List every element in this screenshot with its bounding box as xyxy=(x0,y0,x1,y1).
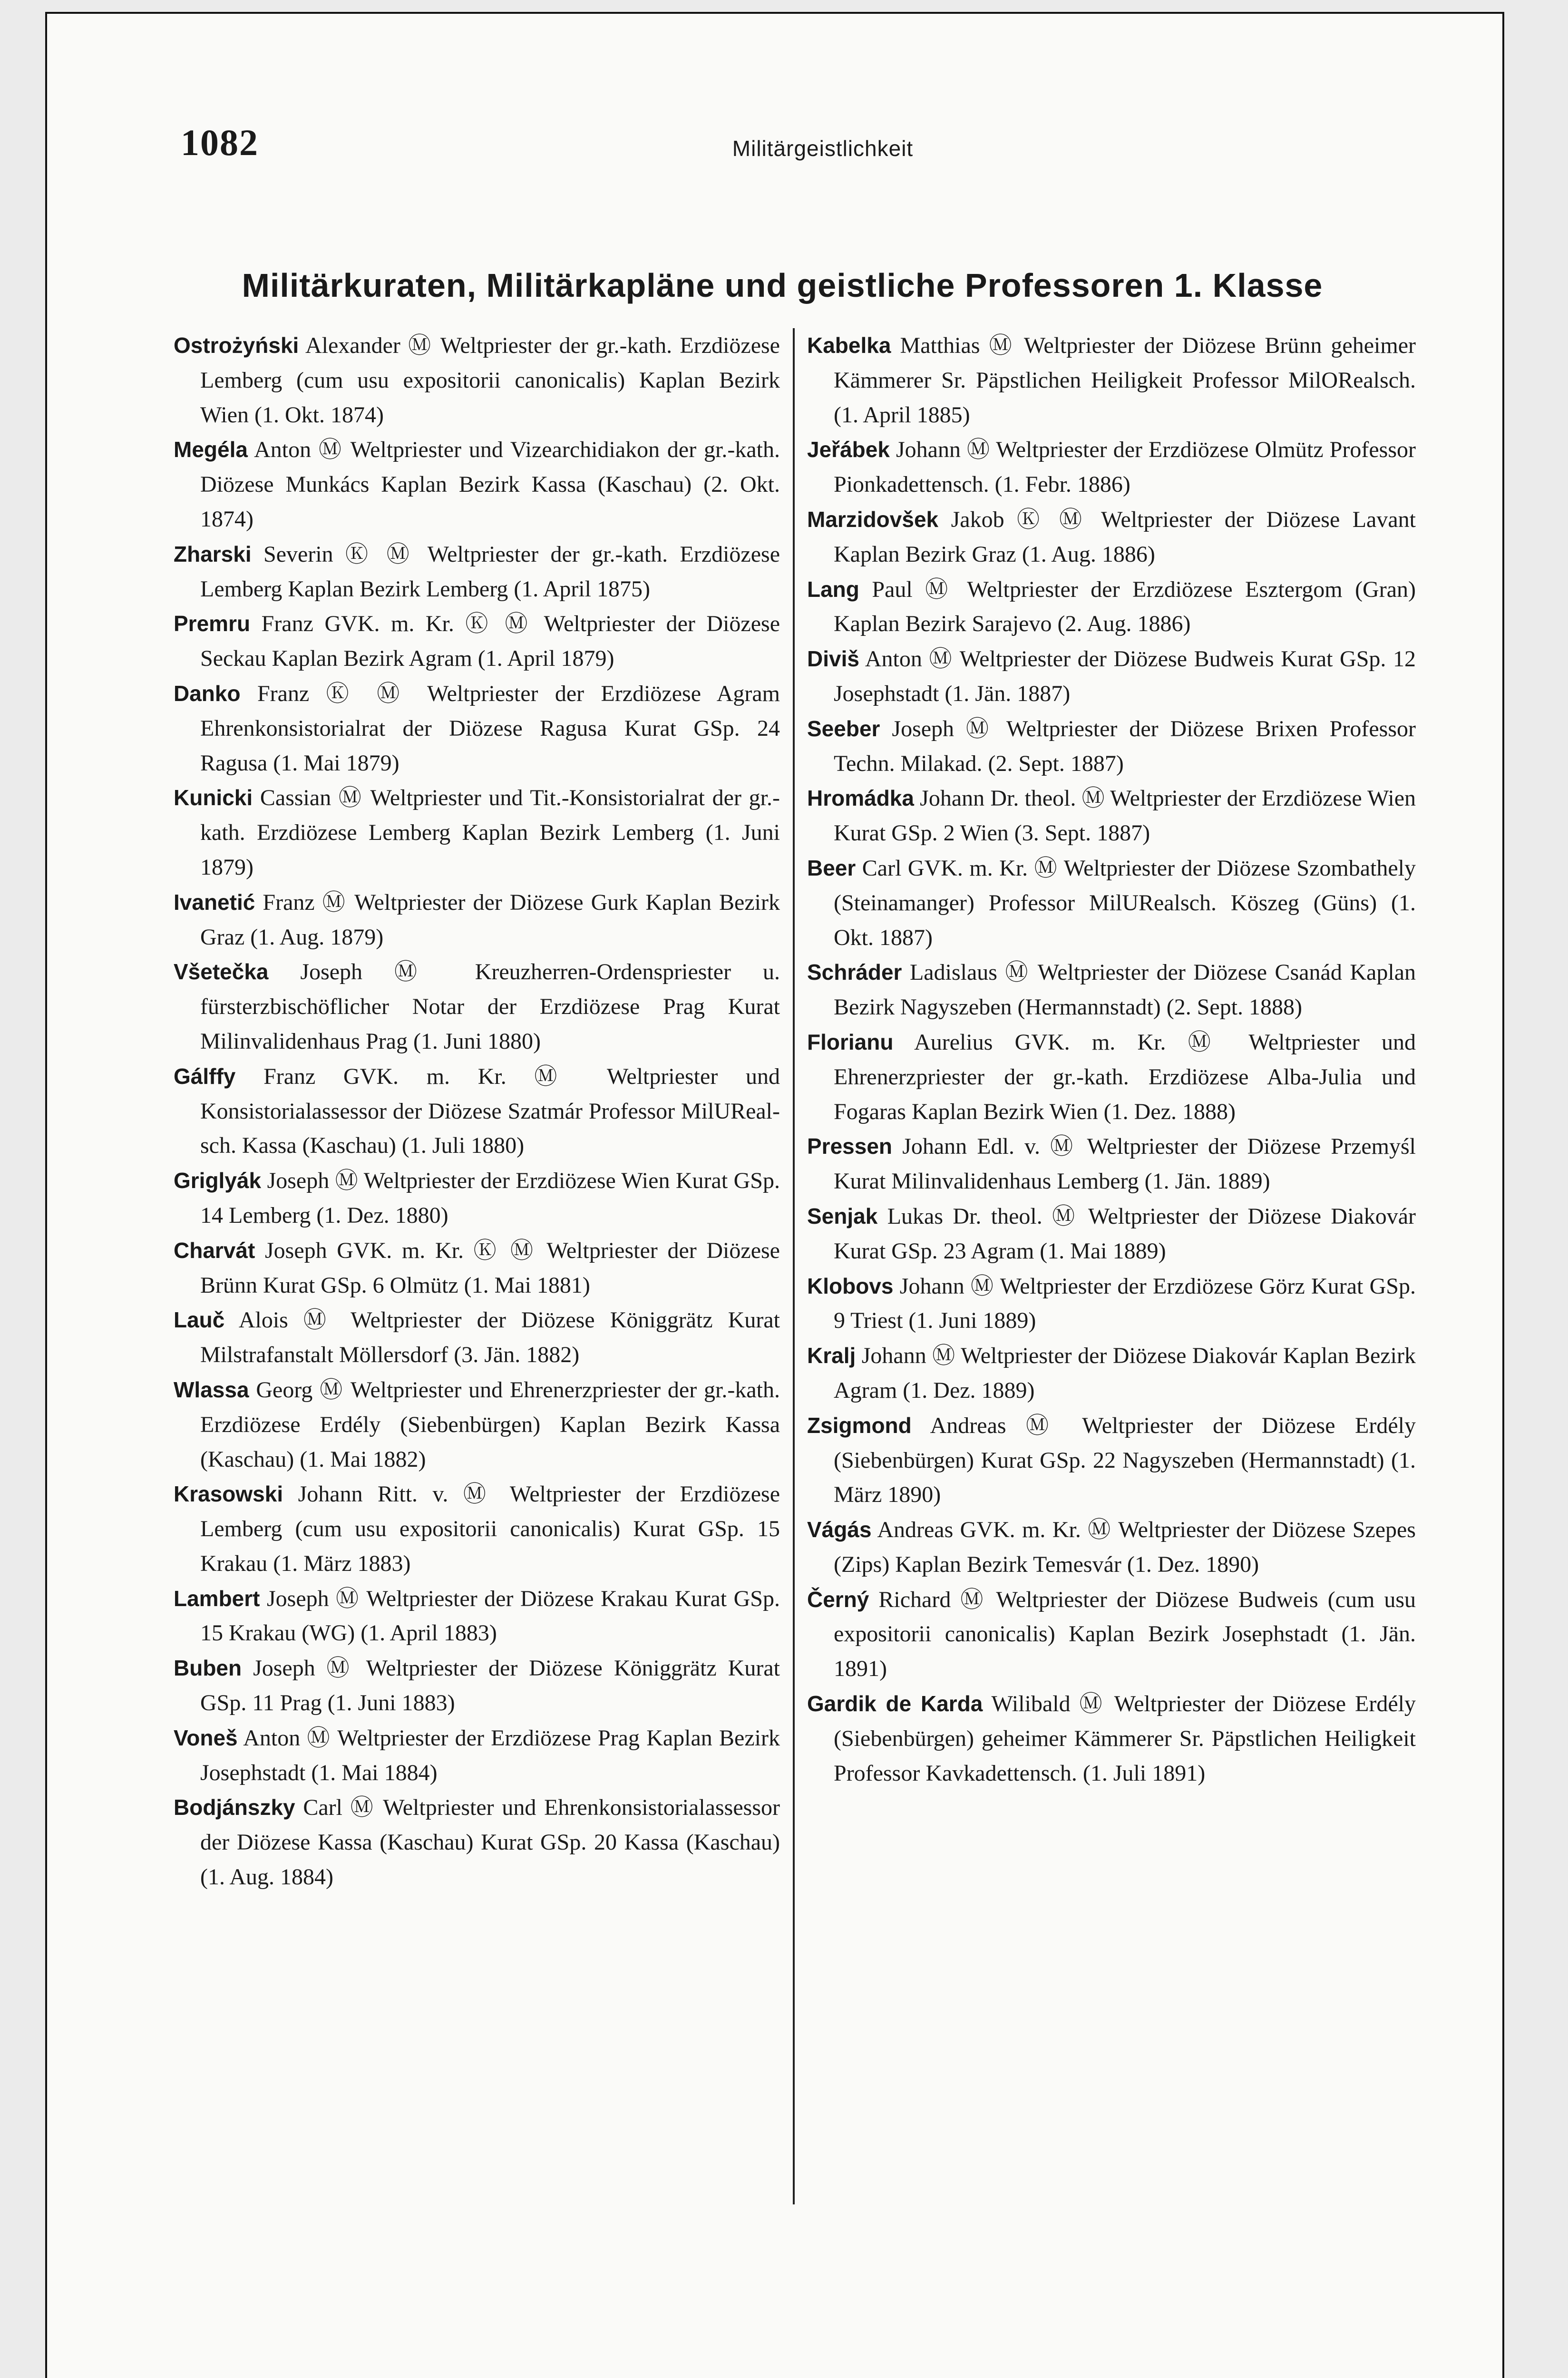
directory-entry xyxy=(174,1233,780,1303)
entry-text: Georg Ⓜ Weltpriester und Ehrenerzpriester der gr.-kath. Erzdiözese Erdély (Siebenbürgen) Kaplan Bezirk Kassa (Kaschau) (1. Mai 1882) xyxy=(200,1377,780,1472)
directory-entry xyxy=(174,432,780,536)
entry-name: Wlassa xyxy=(174,1377,249,1402)
entry-text: Carl Ⓜ Weltpriester und Ehrenkonsistorialassessor der Diözese Kassa (Kaschau) Kurat GSp. 20 Kassa (Kaschau) (1. Aug. 1884) xyxy=(200,1795,780,1890)
entry-text: Joseph Ⓜ Weltpriester der Diözese Königgrätz Kurat GSp. 11 Prag (1. Juni 1883) xyxy=(200,1656,780,1716)
entry-text: Paul Ⓜ Weltpriester der Erzdiözese Esztergom (Gran) Kaplan Bezirk Sarajevo (2. Aug. 1886) xyxy=(834,576,1416,637)
entry-name: Beer xyxy=(807,855,856,880)
directory-entry xyxy=(174,1373,780,1477)
entry-text: Franz Ⓚ Ⓜ Weltpriester der Erzdiözese Agram Ehrenkonsistorialrat der Diözese Ragusa Kurat GSp. 24 Ragusa (1. Mai 1879) xyxy=(200,681,780,776)
entry-text: Franz GVK. m. Kr. Ⓜ Weltpriester und Konsistorialassessor der Diözese Szatmár Professor MilURealsch. Kassa (Kaschau) (1. Juli 1880) xyxy=(200,1063,780,1159)
directory-entry xyxy=(807,1025,1416,1129)
entry-name: Schráder xyxy=(807,960,902,985)
entry-text: Lukas Dr. theol. Ⓜ Weltpriester der Diözese Diakovár Kurat GSp. 23 Agram (1. Mai 1889) xyxy=(834,1203,1416,1264)
entry-text: Johann Edl. v. Ⓜ Weltpriester der Diözese Przemyśl Kurat Milinvalidenhaus Lemberg (1. Jän. 1889) xyxy=(834,1134,1416,1194)
entry-name: Krasowski xyxy=(174,1481,283,1507)
directory-entry xyxy=(807,781,1416,851)
directory-entry xyxy=(174,885,780,955)
entry-text: Cassian Ⓜ Weltpriester und Tit.-Konsistorialrat der gr.-kath. Erzdiözese Lemberg Kaplan Bezirk Lemberg (1. Juni 1879) xyxy=(200,785,780,880)
entry-text: Johann Ⓜ Weltpriester der Erzdiözese Olmütz Professor Pionkadettensch. (1. Febr. 1886) xyxy=(834,437,1416,497)
column-divider xyxy=(793,328,795,2204)
directory-entry xyxy=(174,1303,780,1373)
directory-entry xyxy=(807,1582,1416,1686)
entry-name: Lambert xyxy=(174,1586,260,1611)
entry-text: Anton Ⓜ Weltpriester und Vizearchidiakon der gr.-kath. Diözese Munkács Kaplan Bezirk Kassa (Kaschau) (2. Okt. 1874) xyxy=(200,437,780,532)
entry-name: Premru xyxy=(174,611,251,636)
directory-entry xyxy=(807,432,1416,502)
entry-name: Klobovs xyxy=(807,1273,894,1298)
directory-entry xyxy=(807,1512,1416,1582)
entry-text: Carl GVK. m. Kr. Ⓜ Weltpriester der Diözese Szombathely (Steinamanger) Professor MilURealsch. Köszeg (Güns) (1. Okt. 1887) xyxy=(834,855,1416,950)
page-number: 1082 xyxy=(181,122,259,163)
directory-entry xyxy=(174,606,780,676)
entry-name: Kunicki xyxy=(174,785,253,810)
left-column xyxy=(174,328,780,2207)
entry-text: Andreas Ⓜ Weltpriester der Diözese Erdély (Siebenbürgen) Kurat GSp. 22 Nagyszeben (Hermannstadt) (1. März 1890) xyxy=(834,1413,1416,1508)
directory-entry xyxy=(174,1163,780,1233)
entry-name: Kabelka xyxy=(807,333,891,358)
entry-name: Ostrożyński xyxy=(174,333,299,358)
entry-text: Alois Ⓜ Weltpriester der Diözese Königgrätz Kurat Milstrafanstalt Möllersdorf (3. Jän. 1882) xyxy=(200,1307,780,1368)
entry-name: Bodjánszky xyxy=(174,1795,295,1820)
entry-text: Joseph Ⓜ Kreuzherren-Ordenspriester u. fürsterzbischöflicher Notar der Erzdiözese Prag Kurat Milinvalidenhaus Prag (1. Juni 1880) xyxy=(200,959,780,1054)
directory-entry xyxy=(807,1269,1416,1339)
directory-entry xyxy=(174,1059,780,1163)
entry-name: Hromádka xyxy=(807,786,914,811)
running-head: Militärgeistlichkeit xyxy=(732,136,914,161)
directory-entry xyxy=(174,780,780,885)
entry-name: Lang xyxy=(807,576,859,602)
right-column xyxy=(807,328,1416,2207)
entry-name: Seeber xyxy=(807,716,880,741)
entry-name: Danko xyxy=(174,681,241,706)
entry-text: Severin Ⓚ Ⓜ Weltpriester der gr.-kath. Erzdiözese Lemberg Kaplan Bezirk Lemberg (1. April 1875) xyxy=(200,541,780,602)
directory-entry xyxy=(807,328,1416,432)
entry-name: Charvát xyxy=(174,1238,255,1263)
entry-text: Andreas GVK. m. Kr. Ⓜ Weltpriester der Diözese Szepes (Zips) Kaplan Bezirk Temesvár (1. Dez. 1890) xyxy=(834,1517,1416,1577)
entry-name: Kralj xyxy=(807,1343,856,1368)
directory-entry xyxy=(807,502,1416,572)
entry-name: Buben xyxy=(174,1656,242,1681)
directory-entry xyxy=(807,711,1416,781)
entry-text: Jakob Ⓚ Ⓜ Weltpriester der Diözese Lavant Kaplan Bezirk Graz (1. Aug. 1886) xyxy=(834,507,1416,567)
entry-name: Lauč xyxy=(174,1307,225,1333)
entry-name: Megéla xyxy=(174,437,248,462)
entry-name: Gardik de Karda xyxy=(807,1691,983,1716)
directory-entry xyxy=(807,851,1416,955)
directory-entry xyxy=(174,1721,780,1791)
entry-name: Ivanetić xyxy=(174,889,255,915)
directory-entry xyxy=(174,537,780,607)
directory-entry xyxy=(807,1199,1416,1269)
entry-text: Anton Ⓜ Weltpriester der Diözese Budweis Kurat GSp. 12 Josephstadt (1. Jän. 1887) xyxy=(834,646,1416,706)
entry-name: Griglyák xyxy=(174,1168,262,1193)
directory-entry xyxy=(174,328,780,432)
entry-text: Matthias Ⓜ Weltpriester der Diözese Brünn geheimer Kämmerer Sr. Päpstlichen Heiligkeit Professor MilORealsch. (1. April 1885) xyxy=(834,333,1416,428)
entry-name: Voneš xyxy=(174,1725,238,1750)
entry-text: Johann Ritt. v. Ⓜ Weltpriester der Erzdiözese Lemberg (cum usu expositorii canonicalis) Kurat GSp. 15 Krakau (1. März 1883) xyxy=(200,1481,780,1576)
entry-name: Černý xyxy=(807,1587,869,1612)
directory-entry xyxy=(807,1338,1416,1408)
entry-name: Zsigmond xyxy=(807,1413,912,1438)
entry-text: Johann Ⓜ Weltpriester der Diözese Diakovár Kaplan Bezirk Agram (1. Dez. 1889) xyxy=(834,1343,1416,1403)
directory-entry xyxy=(807,1129,1416,1199)
entry-text: Richard Ⓜ Weltpriester der Diözese Budweis (cum usu expositorii canonicalis) Kaplan Bezirk Josephstadt (1. Jän. 1891) xyxy=(834,1587,1416,1682)
entry-text: Johann Ⓜ Weltpriester der Erzdiözese Görz Kurat GSp. 9 Triest (1. Juni 1889) xyxy=(834,1273,1416,1334)
directory-entry xyxy=(174,1651,780,1721)
entry-name: Všetečka xyxy=(174,959,269,984)
entry-text: Johann Dr. theol. Ⓜ Weltpriester der Erzdiözese Wien Kurat GSp. 2 Wien (3. Sept. 1887) xyxy=(834,786,1416,846)
entry-text: Franz Ⓜ Weltpriester der Diözese Gurk Kaplan Bezirk Graz (1. Aug. 1879) xyxy=(200,889,780,950)
entry-text: Aurelius GVK. m. Kr. Ⓜ Weltpriester und Ehrenerzpriester der gr.-kath. Erzdiözese Alba-Julia und Fogaras Kaplan Bezirk Wien (1. Dez. 1888) xyxy=(834,1029,1416,1124)
section-heading: Militärkuraten, Militärkapläne und geistliche Professoren 1. Klasse xyxy=(242,267,1323,304)
entry-text: Joseph Ⓜ Weltpriester der Erzdiözese Wien Kurat GSp. 14 Lemberg (1. Dez. 1880) xyxy=(200,1168,780,1228)
directory-entry xyxy=(174,676,780,780)
entry-name: Jeřábek xyxy=(807,437,890,462)
directory-entry xyxy=(174,955,780,1059)
directory-entry xyxy=(174,1581,780,1651)
entry-text: Ladislaus Ⓜ Weltpriester der Diözese Csanád Kaplan Bezirk Nagyszeben (Hermannstadt) (2. Sept. 1888) xyxy=(834,960,1416,1020)
entry-text: Joseph GVK. m. Kr. Ⓚ Ⓜ Weltpriester der Diözese Brünn Kurat GSp. 6 Olmütz (1. Mai 1881) xyxy=(200,1238,780,1298)
entry-text: Anton Ⓜ Weltpriester der Erzdiözese Prag Kaplan Bezirk Josephstadt (1. Mai 1884) xyxy=(200,1725,780,1785)
entry-name: Marzidovšek xyxy=(807,507,939,532)
directory-entry xyxy=(174,1477,780,1581)
entry-name: Senjak xyxy=(807,1203,878,1228)
directory-entry xyxy=(807,955,1416,1025)
entry-name: Diviš xyxy=(807,646,859,672)
directory-entry xyxy=(807,642,1416,711)
entry-name: Gálffy xyxy=(174,1063,236,1089)
entry-text: Franz GVK. m. Kr. Ⓚ Ⓜ Weltpriester der Diözese Seckau Kaplan Bezirk Agram (1. April 1879) xyxy=(200,611,780,672)
directory-entry xyxy=(807,1686,1416,1791)
entry-name: Pressen xyxy=(807,1134,893,1159)
entry-text: Alexander Ⓜ Weltpriester der gr.-kath. Erzdiözese Lemberg (cum usu expositorii canonicalis) Kaplan Bezirk Wien (1. Okt. 1874) xyxy=(200,333,780,428)
entry-name: Florianu xyxy=(807,1029,894,1054)
entry-name: Zharski xyxy=(174,541,252,566)
entry-text: Joseph Ⓜ Weltpriester der Diözese Krakau Kurat GSp. 15 Krakau (WG) (1. April 1883) xyxy=(200,1586,780,1646)
entry-text: Wilibald Ⓜ Weltpriester der Diözese Erdély (Siebenbürgen) geheimer Kämmerer Sr. Päpstlichen Heiligkeit Professor Kavkadettensch. (1. Juli 1891) xyxy=(834,1691,1416,1786)
directory-entry xyxy=(807,1408,1416,1512)
entry-name: Vágás xyxy=(807,1517,872,1542)
directory-entry xyxy=(174,1790,780,1894)
directory-entry xyxy=(807,572,1416,642)
entry-text: Joseph Ⓜ Weltpriester der Diözese Brixen Professor Techn. Milakad. (2. Sept. 1887) xyxy=(834,716,1416,776)
